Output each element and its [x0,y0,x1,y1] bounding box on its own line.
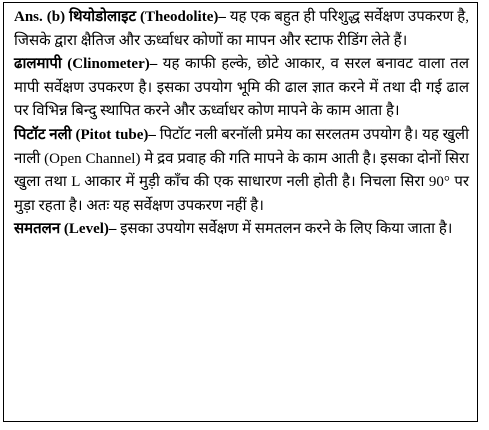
answer-box [3,2,478,422]
theodolite-text: यह एक बहुत ही परिशुद्ध सर्वेक्षण उपकरण है, जिसके द्वारा क्षैतिज और ऊर्ध्वाधर कोणों का मापन और स्टाफ रीडिंग लेते हैं। [14,9,469,49]
level-text: इसका उपयोग सर्वेक्षण में समतलन करने के लिए किया जाता है। [116,221,453,238]
pitot-tube-paragraph [14,124,469,218]
level-heading: समतलन (Level)– [14,221,117,238]
clinometer-heading: ढालमापी (Clinometer)– [14,56,158,73]
clinometer-text: यह काफी हल्के, छोटे आकार, व सरल बनावट वाला तल मापी सर्वेक्षण उपकरण है। इसका उपयोग भूमि की ढाल ज्ञात करने में तथा दी गई ढाल पर विभिन्न बिन्दु स्थापित करने और ऊर्ध्वाधर कोण मापने के काम आता है। [14,56,469,120]
clinometer-paragraph [14,53,469,124]
theodolite-heading: Ans. (b) थियोडोलाइट (Theodolite)– [14,9,226,25]
pitot-tube-text: पिटॉट नली बरनॉली प्रमेय का सरलतम उपयोग है। यह खुली नाली (Open Channel) मे द्रव प्रवाह की गति मापने के काम आती है। इसका दोनों सिरा खुला तथा L आकार में मुड़ी काँच की एक साधारण नली होती है। निचला सिरा 90° पर मुड़ा रहता है। अतः यह सर्वेक्षण उपकरण नहीं है। [14,126,469,214]
theodolite-paragraph [14,6,469,53]
level-paragraph [14,218,469,242]
pitot-tube-heading: पिटॉट नली (Pitot tube)– [14,126,156,143]
